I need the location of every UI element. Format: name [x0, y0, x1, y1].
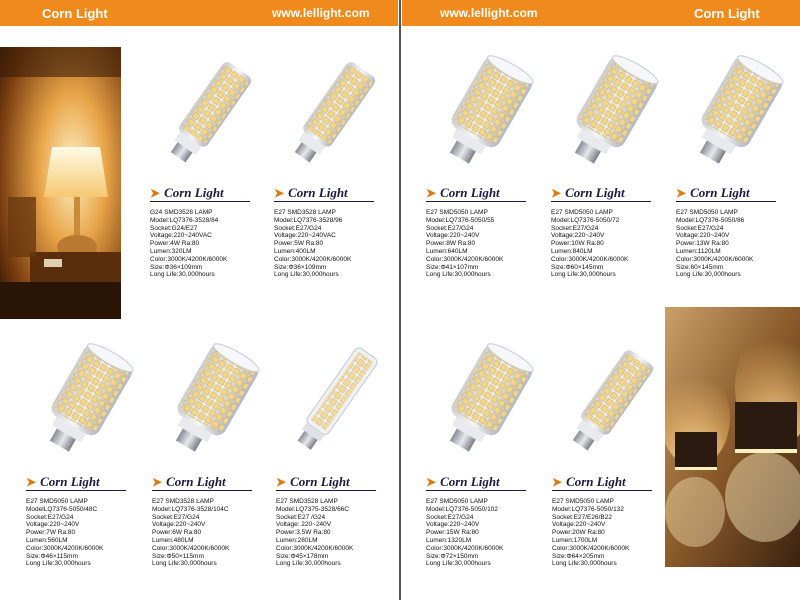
brand-underline [276, 490, 376, 491]
spec-line: Power:20W Ra:80 [552, 529, 605, 537]
room-lamp-photo [0, 47, 121, 319]
corn-bulb-icon [26, 343, 146, 458]
spec-line: Voltage:220~240V [426, 521, 480, 529]
spec-line: Size:Φ64×205mm [552, 552, 605, 560]
spec-line: Model:LQ7376-3528/96 [274, 216, 343, 224]
spec-line: Socket:E27/E26/B22 [552, 513, 612, 521]
spec-line: Model:LQ7376-5050/86 [676, 216, 745, 224]
product-image [551, 55, 671, 165]
spec-line: Power:7W Ra:80 [26, 529, 76, 537]
spec-line: Long Life:30,000hours [551, 271, 616, 279]
corn-bulb-icon [426, 55, 546, 170]
brand-name: Corn Light [440, 185, 500, 200]
right-header-bar [402, 0, 800, 26]
brand-underline [152, 490, 252, 491]
brand-label [276, 474, 350, 490]
spec-line: Model:LQ7376-3528/84 [150, 216, 219, 224]
spec-line: Lumen:560LM [26, 536, 68, 544]
spec-line: Power:13W Ra:80 [676, 240, 729, 248]
spec-line: Long Life:30,000hours [26, 560, 91, 568]
spec-line: Lumen:1120LM [676, 247, 721, 255]
spec-line: Lumen:1700LM [552, 536, 598, 544]
spec-line: Voltage:220~240V [26, 521, 80, 529]
corn-bulb-icon [274, 55, 394, 170]
product-image [552, 343, 672, 453]
spec-line: E27 SMD5050 LAMP [552, 498, 614, 505]
spec-line: Color:3000K/4200K/6000K [426, 255, 504, 263]
spec-line: Size:Φ46×115mm [26, 552, 78, 560]
brand-label [274, 185, 348, 201]
wall-sconce-photo [665, 307, 800, 567]
spec-line: Socket:G24/E27 [150, 224, 198, 232]
spec-line: Model:LQ7375-3528/66C [276, 505, 349, 513]
left-header-url[interactable]: www.lellight.com [272, 6, 370, 20]
spec-line: E27 SMD5050 LAMP [26, 498, 88, 505]
corn-bulb-icon [152, 343, 272, 458]
spec-line: Socket:E27/G24 [26, 513, 74, 521]
spec-line: Lumen:480LM [152, 536, 194, 544]
corn-bulb-icon [551, 55, 671, 170]
spec-line: Size:Φ45×178mm [276, 552, 329, 560]
spec-line: Voltage:220~240V [152, 521, 206, 529]
arrow-icon: ➤ [551, 186, 562, 200]
spec-line: Size:Φ41×107mm [426, 263, 479, 271]
spec-line: Power:5W Ra:80 [274, 240, 324, 248]
spec-list [276, 498, 353, 568]
spec-list [552, 498, 629, 568]
spec-line: Voltage:220~240VAC [274, 232, 336, 240]
product-image [152, 343, 272, 453]
brand-name: Corn Light [166, 474, 226, 489]
spec-line: E27 SMD5050 LAMP [676, 209, 738, 216]
spec-line: E27 SMD3528 LAMP [152, 498, 214, 505]
product-image [676, 55, 796, 165]
spec-line: E27 SMD3528 LAMP [276, 498, 338, 505]
brand-underline [426, 201, 526, 202]
arrow-icon: ➤ [152, 475, 163, 489]
arrow-icon: ➤ [552, 475, 563, 489]
brand-label [552, 474, 626, 490]
brand-name: Corn Light [40, 474, 100, 489]
spec-line: Voltage:220~240VAC [150, 232, 212, 240]
spec-line: Socket:E27/G24 [676, 224, 724, 232]
spec-line: Socket:E27 /G24 [276, 513, 326, 521]
brand-label [426, 185, 500, 201]
spec-line: Power:10W Ra:80 [551, 240, 604, 248]
spec-line: Color:3000K/4200K/6000K [26, 544, 104, 552]
brand-label [152, 474, 226, 490]
spec-list [274, 209, 351, 279]
spec-line: Power:15W Ra:80 [426, 529, 479, 537]
brand-label [426, 474, 500, 490]
corn-bulb-icon [150, 55, 270, 170]
spec-line: Socket:E27/G24 [152, 513, 200, 521]
right-header-url[interactable]: www.lellight.com [440, 6, 538, 20]
spec-line: Socket:E27/G24 [426, 224, 474, 232]
spec-line: Long Life:30,000hours [676, 271, 741, 279]
spec-line: G24 SMD3528 LAMP [150, 209, 213, 216]
spec-line: Size:60×145mm [676, 263, 724, 271]
spec-line: Lumen:640LM [426, 247, 468, 255]
spec-line: Lumen:320LM [150, 247, 192, 255]
spec-line: Voltage:220~240V [551, 232, 605, 240]
spec-line: Power:3.5W Ra:80 [276, 529, 331, 537]
arrow-icon: ➤ [426, 475, 437, 489]
brand-label [150, 185, 224, 201]
brand-name: Corn Light [290, 474, 350, 489]
arrow-icon: ➤ [676, 186, 687, 200]
arrow-icon: ➤ [150, 186, 161, 200]
brand-underline [426, 490, 526, 491]
arrow-icon: ➤ [26, 475, 37, 489]
spec-line: Model:LQ7376-5050/55 [426, 216, 495, 224]
spec-line: Power:8W Ra:80 [426, 240, 476, 248]
brand-underline [26, 490, 126, 491]
corn-bulb-icon [552, 343, 672, 458]
corn-bulb-icon [426, 343, 546, 458]
spec-line: Color:3000K/4200K/6000K [152, 544, 230, 552]
page-spine [399, 0, 401, 600]
spec-line: Color:3000K/4200K/6000K [150, 255, 228, 263]
spec-line: Long Life:30,000hours [426, 560, 491, 568]
spec-line: Color:3000K/4200K/6000K [551, 255, 629, 263]
left-header-bar [0, 0, 398, 26]
spec-list [426, 498, 503, 568]
brand-label [676, 185, 750, 201]
brand-underline [551, 201, 651, 202]
corn-bulb-icon [676, 55, 796, 170]
brand-underline [676, 201, 776, 202]
arrow-icon: ➤ [426, 186, 437, 200]
brand-label [26, 474, 100, 490]
spec-line: Socket:E27/G24 [426, 513, 474, 521]
spec-line: Model:LQ7376-3528/104C [152, 505, 229, 513]
spec-line: Socket:E27/G24 [274, 224, 322, 232]
spec-line: Long Life:30,000hours [152, 560, 217, 568]
spec-line: Long Life:30,000hours [552, 560, 617, 568]
spec-line: Color:3000K/4200K/6000K [676, 255, 754, 263]
spec-list [150, 209, 227, 279]
brand-name: Corn Light [440, 474, 500, 489]
brand-underline [552, 490, 652, 491]
spec-line: Model:LQ7376-5050/72 [551, 216, 620, 224]
brand-underline [274, 201, 374, 202]
brand-label [551, 185, 625, 201]
spec-list [152, 498, 229, 568]
spec-line: Long Life:30,000hours [274, 271, 339, 279]
product-image [426, 55, 546, 165]
spec-list [551, 209, 628, 279]
brand-name: Corn Light [164, 185, 224, 200]
spec-line: Color:3000K/4200K/6000K [552, 544, 630, 552]
product-image [276, 343, 396, 453]
spec-list [426, 209, 503, 279]
spec-line: Long Life:30,000hours [276, 560, 341, 568]
brand-name: Corn Light [690, 185, 750, 200]
spec-line: Socket:E27/G24 [551, 224, 599, 232]
brand-name: Corn Light [288, 185, 348, 200]
spec-list [676, 209, 753, 279]
spec-line: E27 SMD5050 LAMP [426, 209, 488, 216]
spec-line: Voltage:220~240V [552, 521, 606, 529]
spec-line: Size:Φ36×109mm [274, 263, 327, 271]
spec-line: Size:Φ36×109mm [150, 263, 203, 271]
spec-line: Long Life:30,000hours [426, 271, 491, 279]
spec-line: Lumen:1320LM [426, 536, 472, 544]
spec-line: Model:LQ7376-5050/102 [426, 505, 498, 513]
spec-line: Color:3000K/4200K/6000K [426, 544, 504, 552]
arrow-icon: ➤ [274, 186, 285, 200]
spec-list [26, 498, 103, 568]
corn-bulb-icon [276, 343, 396, 458]
spec-line: Voltage:220~240V [676, 232, 730, 240]
spec-line: Lumen:400LM [274, 247, 316, 255]
spec-line: Lumen:280LM [276, 536, 318, 544]
product-image [274, 55, 394, 165]
spec-line: Color:3000K/4200K/6000K [274, 255, 352, 263]
spec-line: ModelLQ7376-5050/48C [26, 505, 98, 513]
spec-line: Size:Φ60×145mm [551, 263, 604, 271]
spec-line: Lumen:840LM [551, 247, 593, 255]
brand-name: Corn Light [566, 474, 626, 489]
spec-line: Power:6W Ra:80 [152, 529, 202, 537]
spec-line: Model:LQ7376-5050/132 [552, 505, 624, 513]
spec-line: Voltage: 220~240V [276, 521, 332, 529]
spec-line: Voltage:220~240V [426, 232, 480, 240]
product-image [426, 343, 546, 453]
right-header-title: Corn Light [694, 6, 760, 21]
brand-underline [150, 201, 250, 202]
left-header-title: Corn Light [42, 6, 108, 21]
spec-line: Color:3000K/4200K/6000K [276, 544, 354, 552]
spec-line: E27 SMD3528 LAMP [274, 209, 336, 216]
spec-line: E27 SMD5050 LAMP [551, 209, 613, 216]
product-image [150, 55, 270, 165]
product-image [26, 343, 146, 453]
spec-line: Power:4W Ra:80 [150, 240, 200, 248]
brand-name: Corn Light [565, 185, 625, 200]
spec-line: Size:Φ72×150mm [426, 552, 479, 560]
spec-line: Long Life:30,000hours [150, 271, 215, 279]
spec-line: E27 SMD5050 LAMP [426, 498, 488, 505]
spec-line: Size:Φ50×115mm [152, 552, 204, 560]
arrow-icon: ➤ [276, 475, 287, 489]
